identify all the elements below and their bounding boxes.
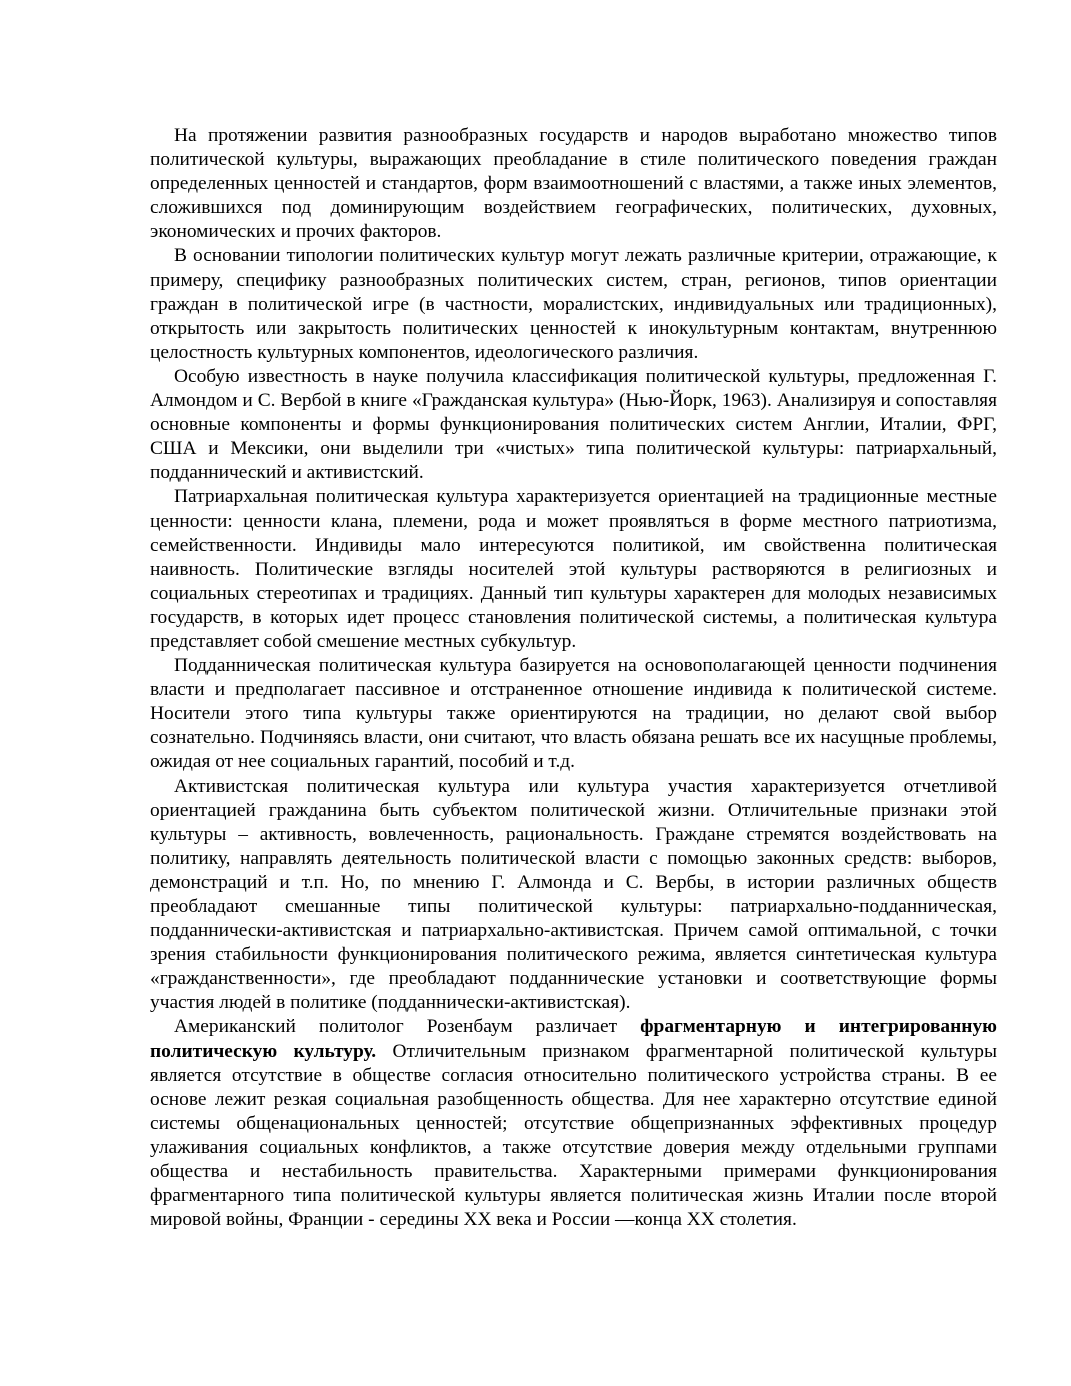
paragraph-almond-verba-classification: Особую известность в науке получила классификация политической культуры, предложенная Г. Алмондом и С. Вербой в книге «Гражданская культура» (Нью-Йорк, 1963). Анализируя и сопоставляя основные компоненты и формы функционирования политических систем Англии, Италии, ФРГ, США и Мексики, они выделили три «чистых» типа политической культуры: патриархальный, подданнический и активистский.	[150, 365, 997, 484]
rosenbaum-bold-term: фрагментарную и интегрированную политическую культуру.	[150, 1016, 997, 1062]
paragraph-typology-criteria: В основании типологии политических культур могут лежать различные критерии, отражающие, к примеру, специфику разнообразных политических систем, стран, регионов, типов ориентации граждан в политической игре (в частности, моралистских, индивидуальных или традиционных), открытость или закрытость политических ценностей к инокультурным контактам, внутреннюю целостность культурных компонентов, идеологического различия.	[150, 245, 997, 363]
rosenbaum-lead-text: Американский политолог Розенбаум различает	[174, 1016, 641, 1038]
paragraph-patriarchal-culture: Патриархальная политическая культура характеризуется ориентацией на традиционные местные ценности: ценности клана, племени, рода и может проявляться в форме местного патриотизма, семейственности. Индивиды мало интересуются политикой, им свойственна политическая наивность. Политические взгляды носителей этой культуры растворяются в религиозных и социальных стереотипах и традициях. Данный тип культуры характерен для молодых независимых государств, в которых идет процесс становления политической системы, а политическая культура представляет собой смешение местных субкультур.	[150, 486, 997, 652]
paragraph-political-culture-types: На протяжении развития разнообразных государств и народов выработано множество типов политической культуры, выражающих преобладание в стиле политического поведения граждан определенных ценностей и стандартов, форм взаимоотношений с властями, а также иных элементов, сложившихся под доминирующим воздействием географических, политических, духовных, экономических и прочих факторов.	[150, 125, 997, 243]
paragraph-subject-culture: Подданническая политическая культура базируется на основополагающей ценности подчинения власти и предполагает пассивное и отстраненное отношение индивида к политической системе. Носители этого типа культуры также ориентируются на традиции, но делают свой выбор сознательно. Подчиняясь власти, они считают, что власть обязана решать все их насущные проблемы, ожидая от нее социальных гарантий, пособий и т.д.	[150, 655, 997, 773]
paragraph-rosenbaum-typology	[150, 1015, 997, 1232]
paragraph-participant-culture: Активистская политическая культура или культура участия характеризуется отчетливой ориентацией гражданина быть субъектом политической жизни. Отличительные признаки этой культуры – активность, вовлеченность, рациональность. Граждане стремятся воздействовать на политику, направлять деятельность политической власти с помощью законных средств: выборов, демонстраций и т.п. Но, по мнению Г. Алмонда и С. Вербы, в истории различных обществ преобладают смешанные типы политической культуры: патриархально-подданническая, подданнически-активистская и патриархально-активистская. Причем самой оптимальной, с точки зрения стабильности функционирования политического режима, является синтетическая культура «гражданственности», где преобладают подданнические установки и соответствующие формы участия людей в политике (подданнически-активистская).	[150, 775, 997, 1014]
rosenbaum-rest-text: Отличительным признаком фрагментарной политической культуры является отсутствие в обществе согласия относительно политического устройства страны. В ее основе лежит резкая социальная разобщенность общества. Для нее характерно отсутствие единой системы общенациональных ценностей; отсутствие общепризнанных эффективных процедур улаживания социальных конфликтов, а также отсутствие доверия между отдельными группами общества и нестабильность правительства. Характерными примерами функционирования фрагментарного типа политической культуры является политическая жизнь Италии после второй мировой войны, Франции - середины XX века и России —конца XX столетия.	[150, 1040, 997, 1231]
document-page	[150, 124, 997, 1232]
